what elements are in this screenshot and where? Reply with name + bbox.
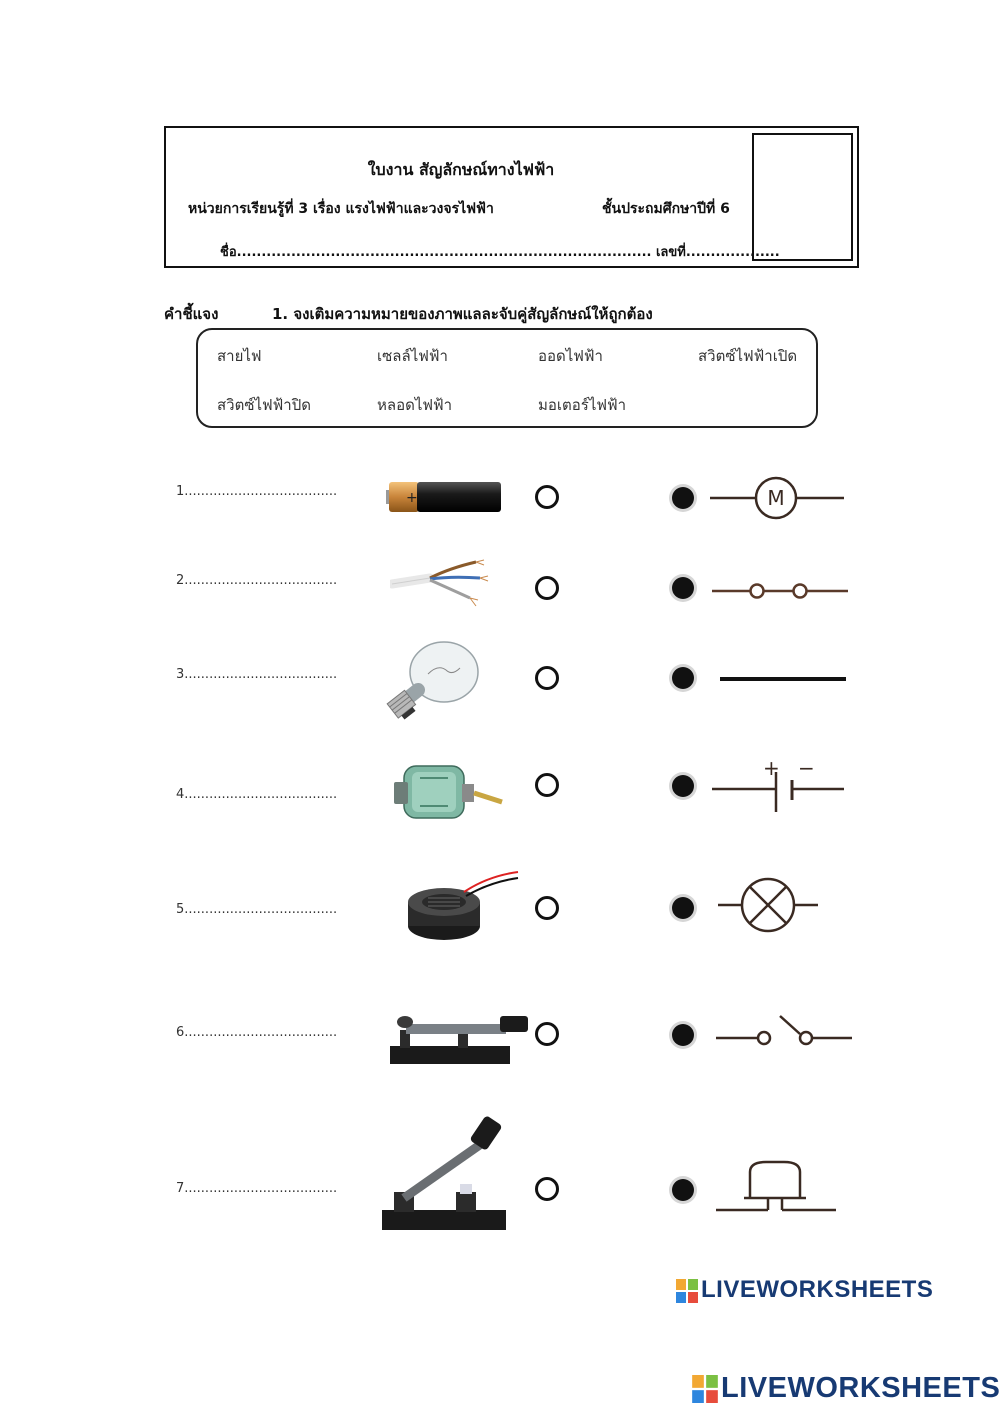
answer-field-1[interactable]: 1..................................... [176,484,338,499]
match-point-right-7[interactable] [672,1179,694,1201]
photo-box [752,133,853,261]
wire-line-symbol [718,672,848,686]
liveworksheets-icon [676,1279,698,1303]
brand-text: LIVEWORKSHEETS [721,1372,1000,1404]
match-point-right-1[interactable] [672,487,694,509]
answer-field-3[interactable]: 3..................................... [176,667,338,682]
answer-field-5[interactable]: 5..................................... [176,902,338,917]
match-point-left-1[interactable] [535,485,559,509]
battery-cell-picture [384,478,504,516]
match-point-left-4[interactable] [535,773,559,797]
lamp-symbol [716,874,820,936]
minus-sign: − [798,758,815,780]
word-bank-item: สวิตซ์ไฟฟ้าปิด [217,396,311,414]
worksheet-title: ใบงาน สัญลักษณ์ทางไฟฟ้า [367,160,555,179]
match-point-right-3[interactable] [672,667,694,689]
plus-sign: + [763,758,780,780]
match-point-left-6[interactable] [535,1022,559,1046]
motor-symbol [708,474,848,522]
match-point-left-5[interactable] [535,896,559,920]
match-point-left-7[interactable] [535,1177,559,1201]
answer-field-7[interactable]: 7..................................... [176,1181,338,1196]
match-point-right-2[interactable] [672,577,694,599]
bell-symbol [714,1160,838,1216]
electric-motor-picture [390,758,508,828]
open-terminals-symbol [710,578,850,604]
answer-field-4[interactable]: 4..................................... [176,787,338,802]
svg-text:+: + [406,490,418,506]
word-bank-item: หลอดไฟฟ้า [377,396,453,414]
knife-switch-open-picture [380,1116,510,1234]
answer-field-6[interactable]: 6..................................... [176,1025,338,1040]
unit-text: หน่วยการเรียนรู้ที่ 3 เรื่อง แรงไฟฟ้าและวงจรไฟฟ้า [188,201,494,217]
match-point-left-3[interactable] [535,666,559,690]
buzzer-picture [404,868,522,948]
word-bank-item: มอเตอร์ไฟฟ้า [538,396,627,414]
light-bulb-picture [382,640,486,722]
liveworksheets-logo-outer[interactable] [692,1372,1000,1405]
word-bank-item: ออดไฟฟ้า [538,347,603,365]
open-switch-symbol [714,1012,854,1052]
match-point-right-4[interactable] [672,775,694,797]
knife-switch-closed-picture [388,1008,530,1068]
word-bank-item: สวิตซ์ไฟฟ้าเปิด [698,347,798,365]
brand-text: LIVEWORKSHEETS [701,1276,934,1303]
answer-field-2[interactable]: 2..................................... [176,573,338,588]
cell-symbol [710,758,846,816]
instruction-text: 1. จงเติมความหมายของภาพแลละจับคู่สัญลักษณ์ให้ถูกต้อง [272,305,653,323]
match-point-right-5[interactable] [672,897,694,919]
liveworksheets-logo-inner [676,1276,933,1304]
match-point-left-2[interactable] [535,576,559,600]
name-number-line: ชื่อ.................................................................................... เลขที่................... [220,245,780,260]
word-bank-item: สายไฟ [217,347,262,365]
motor-letter: M [767,486,785,510]
match-point-right-6[interactable] [672,1024,694,1046]
grade-text: ชั้นประถมศึกษาปีที่ 6 [602,201,730,217]
electric-wire-picture [390,558,490,618]
instruction-label: คำชี้แจง [164,305,219,323]
liveworksheets-icon [692,1375,718,1403]
word-bank-item: เซลล์ไฟฟ้า [377,347,448,365]
